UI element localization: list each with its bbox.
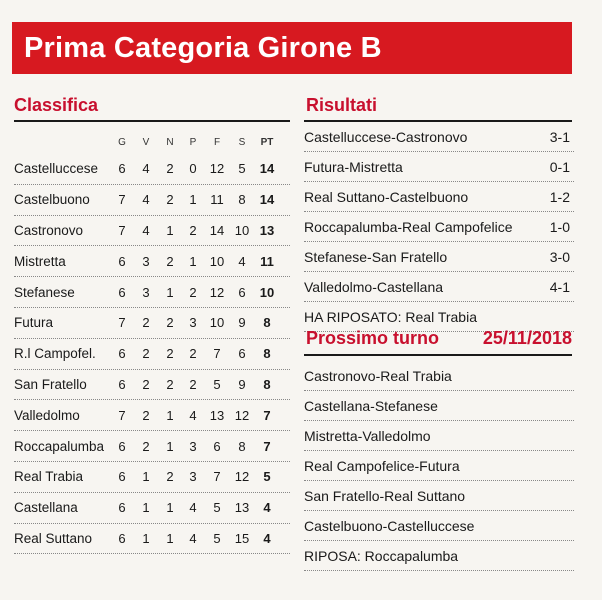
results-list <box>304 122 574 332</box>
cell-v: 1 <box>142 469 150 485</box>
next-round-title: Prossimo turno <box>306 328 440 348</box>
result-score: 3-1 <box>549 128 570 145</box>
cell-s: 5 <box>238 161 246 177</box>
cell-p: 0 <box>189 161 197 177</box>
col-p: P <box>189 136 197 148</box>
result-match: Valledolmo-Castellana <box>304 278 444 295</box>
cell-v: 4 <box>142 192 150 208</box>
cell-s: 4 <box>238 253 246 269</box>
cell-n: 2 <box>166 253 174 269</box>
standings-rows <box>14 154 290 554</box>
col-n: N <box>166 136 174 148</box>
cell-p: 3 <box>189 315 197 331</box>
cell-s: 6 <box>238 284 246 300</box>
cell-g: 6 <box>118 284 126 300</box>
cell-n: 2 <box>166 469 174 485</box>
cell-f: 5 <box>213 500 221 516</box>
next-round-rule <box>304 354 572 356</box>
cell-team: Castellana <box>14 500 78 516</box>
table-row <box>14 400 290 431</box>
fixture-row <box>304 481 574 511</box>
result-row <box>304 182 574 212</box>
cell-s: 6 <box>238 346 246 362</box>
table-row <box>14 493 290 524</box>
col-s: S <box>238 136 246 148</box>
cell-f: 11 <box>210 192 224 208</box>
cell-pt: 8 <box>263 376 271 392</box>
table-row <box>14 308 290 339</box>
standings-header-row <box>14 130 290 154</box>
cell-f: 7 <box>213 469 221 485</box>
cell-pt: 4 <box>263 530 271 546</box>
fixture-match: Mistretta-Valledolmo <box>304 427 431 444</box>
cell-s: 10 <box>234 222 250 238</box>
table-row <box>14 462 290 493</box>
page-header <box>12 22 572 74</box>
cell-v: 2 <box>142 376 150 392</box>
cell-s: 8 <box>238 192 246 208</box>
result-match: Roccapalumba-Real Campofelice <box>304 218 513 235</box>
cell-n: 1 <box>166 438 174 454</box>
result-match: Castelluccese-Castronovo <box>304 128 468 145</box>
col-v: V <box>142 136 150 148</box>
cell-pt: 10 <box>259 284 275 300</box>
cell-team: Mistretta <box>14 253 66 269</box>
page-title: Prima Categoria Girone B <box>24 31 382 64</box>
cell-f: 5 <box>213 376 221 392</box>
fixture-match: Castelbuono-Castelluccese <box>304 517 475 534</box>
cell-v: 4 <box>142 222 150 238</box>
cell-team: Castelluccese <box>14 161 99 177</box>
cell-pt: 5 <box>263 469 271 485</box>
cell-g: 7 <box>118 222 126 238</box>
cell-f: 12 <box>209 284 225 300</box>
cell-v: 2 <box>142 438 150 454</box>
cell-v: 2 <box>142 346 150 362</box>
cell-v: 1 <box>142 500 150 516</box>
fixture-match: Real Campofelice-Futura <box>304 457 460 474</box>
cell-v: 2 <box>142 315 150 331</box>
cell-v: 3 <box>142 284 150 300</box>
cell-n: 2 <box>166 192 174 208</box>
cell-pt: 13 <box>259 222 275 238</box>
result-match: Futura-Mistretta <box>304 158 403 175</box>
cell-s: 9 <box>238 315 246 331</box>
cell-p: 2 <box>189 346 197 362</box>
cell-n: 1 <box>166 530 174 546</box>
result-score: 4-1 <box>549 278 570 295</box>
result-match: Real Suttano-Castelbuono <box>304 188 469 205</box>
fixture-row <box>304 361 574 391</box>
fixture-row <box>304 451 574 481</box>
cell-g: 6 <box>118 376 126 392</box>
cell-g: 6 <box>118 253 126 269</box>
cell-g: 7 <box>118 192 126 208</box>
cell-g: 6 <box>118 530 126 546</box>
cell-n: 1 <box>166 500 174 516</box>
cell-p: 2 <box>189 284 197 300</box>
result-match: Stefanese-San Fratello <box>304 248 448 265</box>
cell-g: 7 <box>118 407 126 423</box>
cell-f: 6 <box>213 438 221 454</box>
cell-pt: 4 <box>263 500 271 516</box>
result-score: 1-0 <box>549 218 570 235</box>
fixture-row <box>304 391 574 421</box>
fixture-match: San Fratello-Real Suttano <box>304 487 466 504</box>
cell-f: 13 <box>209 407 225 423</box>
cell-team: Real Trabia <box>14 469 84 485</box>
fixture-match: Castronovo-Real Trabia <box>304 367 452 384</box>
cell-n: 1 <box>166 284 174 300</box>
cell-f: 10 <box>209 315 225 331</box>
cell-g: 6 <box>118 469 126 485</box>
cell-f: 5 <box>213 530 221 546</box>
cell-p: 3 <box>189 469 197 485</box>
cell-pt: 8 <box>263 315 271 331</box>
result-row <box>304 272 574 302</box>
cell-f: 14 <box>209 222 225 238</box>
result-row <box>304 122 574 152</box>
next-round-list <box>304 361 574 571</box>
table-row <box>14 154 290 185</box>
table-row <box>14 524 290 555</box>
cell-team: Stefanese <box>14 284 75 300</box>
cell-s: 12 <box>234 469 250 485</box>
table-row <box>14 370 290 401</box>
cell-p: 2 <box>189 376 197 392</box>
cell-s: 15 <box>234 530 250 546</box>
fixture-match: RIPOSA: Roccapalumba <box>304 547 459 564</box>
cell-p: 4 <box>189 500 197 516</box>
cell-team: Roccapalumba <box>14 438 105 454</box>
cell-p: 2 <box>189 222 197 238</box>
cell-n: 1 <box>166 407 174 423</box>
cell-team: R.l Campofel. <box>14 346 96 362</box>
result-score: 3-0 <box>549 248 570 265</box>
cell-pt: 8 <box>263 346 271 362</box>
result-row <box>304 242 574 272</box>
fixture-row <box>304 511 574 541</box>
table-row <box>14 216 290 247</box>
result-score: 0-1 <box>549 158 570 175</box>
next-round-date: 25/11/2018 <box>482 328 572 348</box>
cell-v: 4 <box>142 161 150 177</box>
cell-team: Castelbuono <box>14 192 90 208</box>
cell-n: 1 <box>166 222 174 238</box>
fixture-row <box>304 421 574 451</box>
cell-f: 12 <box>209 161 225 177</box>
cell-v: 1 <box>142 530 150 546</box>
cell-f: 7 <box>213 346 221 362</box>
cell-team: Castronovo <box>14 222 84 238</box>
table-row <box>14 431 290 462</box>
cell-n: 2 <box>166 161 174 177</box>
result-row <box>304 152 574 182</box>
cell-team: Valledolmo <box>14 407 80 423</box>
cell-p: 4 <box>189 407 197 423</box>
cell-s: 13 <box>234 500 250 516</box>
cell-team: Futura <box>14 315 54 331</box>
cell-pt: 7 <box>263 407 271 423</box>
cell-s: 12 <box>234 407 250 423</box>
cell-v: 2 <box>142 407 150 423</box>
cell-g: 6 <box>118 161 126 177</box>
cell-g: 6 <box>118 500 126 516</box>
next-round-header <box>306 328 572 349</box>
cell-pt: 14 <box>259 192 275 208</box>
fixture-match: Castellana-Stefanese <box>304 397 438 414</box>
cell-p: 1 <box>189 253 197 269</box>
table-row <box>14 339 290 370</box>
cell-pt: 7 <box>263 438 271 454</box>
table-row <box>14 185 290 216</box>
standings-title: Classifica <box>14 95 99 115</box>
cell-s: 8 <box>238 438 246 454</box>
col-pt: PT <box>260 136 274 148</box>
table-row <box>14 246 290 277</box>
cell-g: 6 <box>118 438 126 454</box>
cell-p: 4 <box>189 530 197 546</box>
standings-table <box>14 130 290 554</box>
cell-n: 2 <box>166 315 174 331</box>
cell-team: Real Suttano <box>14 530 93 546</box>
fixture-row <box>304 541 574 571</box>
cell-p: 1 <box>189 192 197 208</box>
cell-p: 3 <box>189 438 197 454</box>
results-title: Risultati <box>306 95 378 115</box>
cell-v: 3 <box>142 253 150 269</box>
cell-g: 7 <box>118 315 126 331</box>
cell-team: San Fratello <box>14 376 87 392</box>
col-f: F <box>213 136 221 148</box>
result-match: HA RIPOSATO: Real Trabia <box>304 308 477 325</box>
cell-n: 2 <box>166 376 174 392</box>
cell-pt: 11 <box>260 253 274 269</box>
cell-pt: 14 <box>259 161 275 177</box>
cell-n: 2 <box>166 346 174 362</box>
cell-g: 6 <box>118 346 126 362</box>
cell-f: 10 <box>209 253 225 269</box>
standings-rule <box>14 120 290 122</box>
result-score: 1-2 <box>549 188 570 205</box>
table-row <box>14 277 290 308</box>
col-g: G <box>118 136 126 148</box>
cell-s: 9 <box>238 376 246 392</box>
result-row <box>304 212 574 242</box>
